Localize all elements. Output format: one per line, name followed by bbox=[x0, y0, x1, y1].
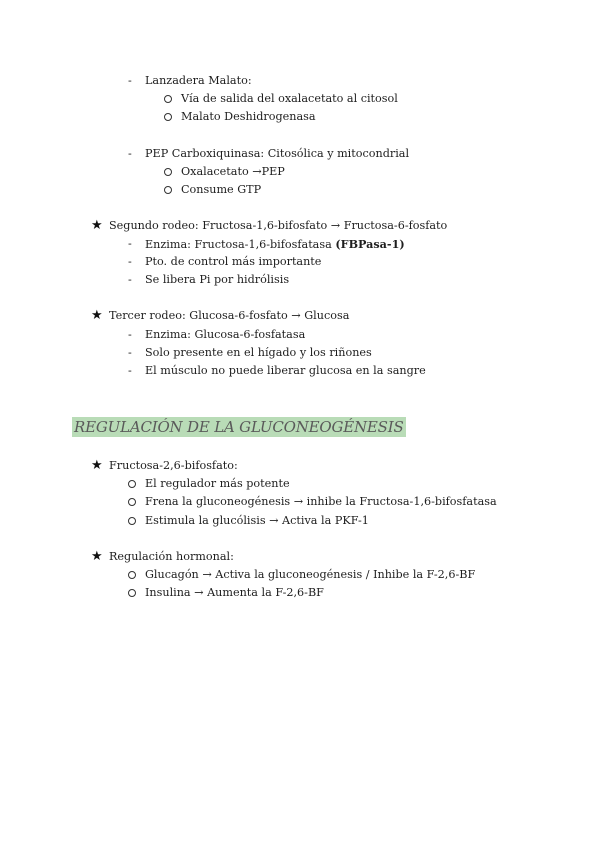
list-item: El regulador más potente bbox=[145, 477, 290, 490]
dash-bullet: - bbox=[128, 74, 132, 87]
dash-bullet: - bbox=[128, 147, 132, 160]
lanzadera-label: Lanzadera Malato: bbox=[145, 74, 252, 87]
circle-bullet-icon bbox=[164, 168, 172, 176]
list-item: Estimula la glucólisis → Activa la PKF-1 bbox=[145, 514, 369, 527]
hormonal-title: Regulación hormonal: bbox=[109, 550, 234, 563]
circle-bullet-icon bbox=[164, 95, 172, 103]
circle-bullet-icon bbox=[128, 517, 136, 525]
star-bullet-icon: ★ bbox=[91, 549, 103, 564]
list-item: El músculo no puede liberar glucosa en la sangre bbox=[145, 364, 426, 377]
circle-bullet-icon bbox=[164, 186, 172, 194]
dash-bullet: - bbox=[128, 273, 132, 286]
list-item: Enzima: Glucosa-6-fosfatasa bbox=[145, 328, 306, 341]
dash-bullet: - bbox=[128, 364, 132, 377]
list-item: Glucagón → Activa la gluconeogénesis / Inhibe la F-2,6-BF bbox=[145, 568, 476, 581]
enzima-text: Enzima: Fructosa-1,6-bifosfatasa bbox=[145, 238, 336, 251]
circle-bullet-icon bbox=[128, 498, 136, 506]
dash-bullet: - bbox=[128, 328, 132, 341]
fructosa26-title: Fructosa-2,6-bifosfato: bbox=[109, 459, 238, 472]
list-item: Oxalacetato →PEP bbox=[181, 165, 285, 178]
circle-bullet-icon bbox=[164, 113, 172, 121]
star-bullet-icon: ★ bbox=[91, 218, 103, 233]
star-bullet-icon: ★ bbox=[91, 308, 103, 323]
section-heading: REGULACIÓN DE LA GLUCONEOGÉNESIS bbox=[74, 418, 404, 436]
star-bullet-icon: ★ bbox=[91, 458, 103, 473]
circle-bullet-icon bbox=[128, 589, 136, 597]
list-item: Pto. de control más importante bbox=[145, 255, 322, 268]
circle-bullet-icon bbox=[128, 571, 136, 579]
list-item: Malato Deshidrogenasa bbox=[181, 110, 316, 123]
list-item: Vía de salida del oxalacetato al citosol bbox=[181, 92, 398, 105]
dash-bullet: - bbox=[128, 346, 132, 359]
list-item: Se libera Pi por hidrólisis bbox=[145, 273, 290, 286]
list-item bbox=[145, 237, 405, 252]
circle-bullet-icon bbox=[128, 480, 136, 488]
list-item: Solo presente en el hígado y los riñones bbox=[145, 346, 372, 359]
segundo-title: Segundo rodeo: Fructosa-1,6-bifosfato → Fructosa-6-fosfato bbox=[109, 219, 448, 232]
dash-bullet: - bbox=[128, 255, 132, 268]
pep-label: PEP Carboxiquinasa: Citosólica y mitocondrial bbox=[145, 147, 410, 160]
tercer-title: Tercer rodeo: Glucosa-6-fosfato → Glucosa bbox=[109, 309, 350, 322]
list-item: Insulina → Aumenta la F-2,6-BF bbox=[145, 586, 324, 599]
list-item: Consume GTP bbox=[181, 183, 262, 196]
list-item: Frena la gluconeogénesis → inhibe la Fructosa-1,6-bifosfatasa bbox=[145, 495, 497, 508]
dash-bullet: - bbox=[128, 237, 132, 250]
enzima-bold: (FBPasa-1) bbox=[335, 237, 405, 251]
